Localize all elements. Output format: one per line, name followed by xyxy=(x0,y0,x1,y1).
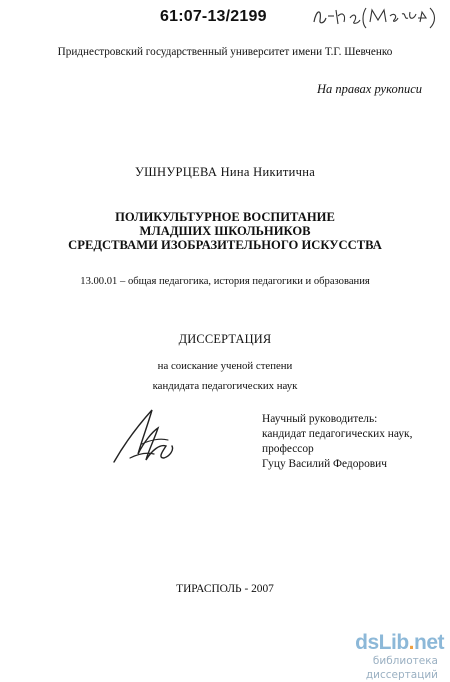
city-year: ТИРАСПОЛЬ - 2007 xyxy=(176,583,274,595)
supervisor-block xyxy=(262,412,412,472)
degree-line: на соискание ученой степени xyxy=(157,360,293,372)
dslib-subtitle: библиотека диссертаций xyxy=(365,655,438,681)
supervisor-label: Научный руководитель: xyxy=(262,413,378,425)
title-line: ПОЛИКУЛЬТУРНОЕ ВОСПИТАНИЕ xyxy=(115,210,335,224)
dslib-watermark xyxy=(314,632,444,682)
signature-icon xyxy=(108,400,208,480)
author-name: УШНУРЦЕВА Нина Никитична xyxy=(134,165,316,179)
degree-statement xyxy=(0,356,450,396)
dslib-logo: dsLib.net xyxy=(355,631,444,654)
supervisor-degree: кандидат педагогических наук, xyxy=(262,428,413,440)
catalog-code: 61:07-13/2199 xyxy=(160,8,267,25)
supervisor-rank: профессор xyxy=(262,443,314,455)
supervisor-name: Гуцу Василий Федорович xyxy=(262,458,388,470)
degree-line: кандидата педагогических наук xyxy=(152,380,298,392)
university-name: Приднестровский государственный университет имени Т.Г. Шевченко xyxy=(57,46,393,58)
rights-note: На правах рукописи xyxy=(317,82,422,96)
dissertation-title xyxy=(0,210,450,252)
dissertation-heading: ДИССЕРТАЦИЯ xyxy=(178,332,272,346)
title-line: МЛАДШИХ ШКОЛЬНИКОВ xyxy=(139,224,311,238)
specialty-code: 13.00.01 – общая педагогика, история педагогики и образования xyxy=(80,276,370,287)
title-line: СРЕДСТВАМИ ИЗОБРАЗИТЕЛЬНОГО ИСКУССТВА xyxy=(68,238,382,252)
